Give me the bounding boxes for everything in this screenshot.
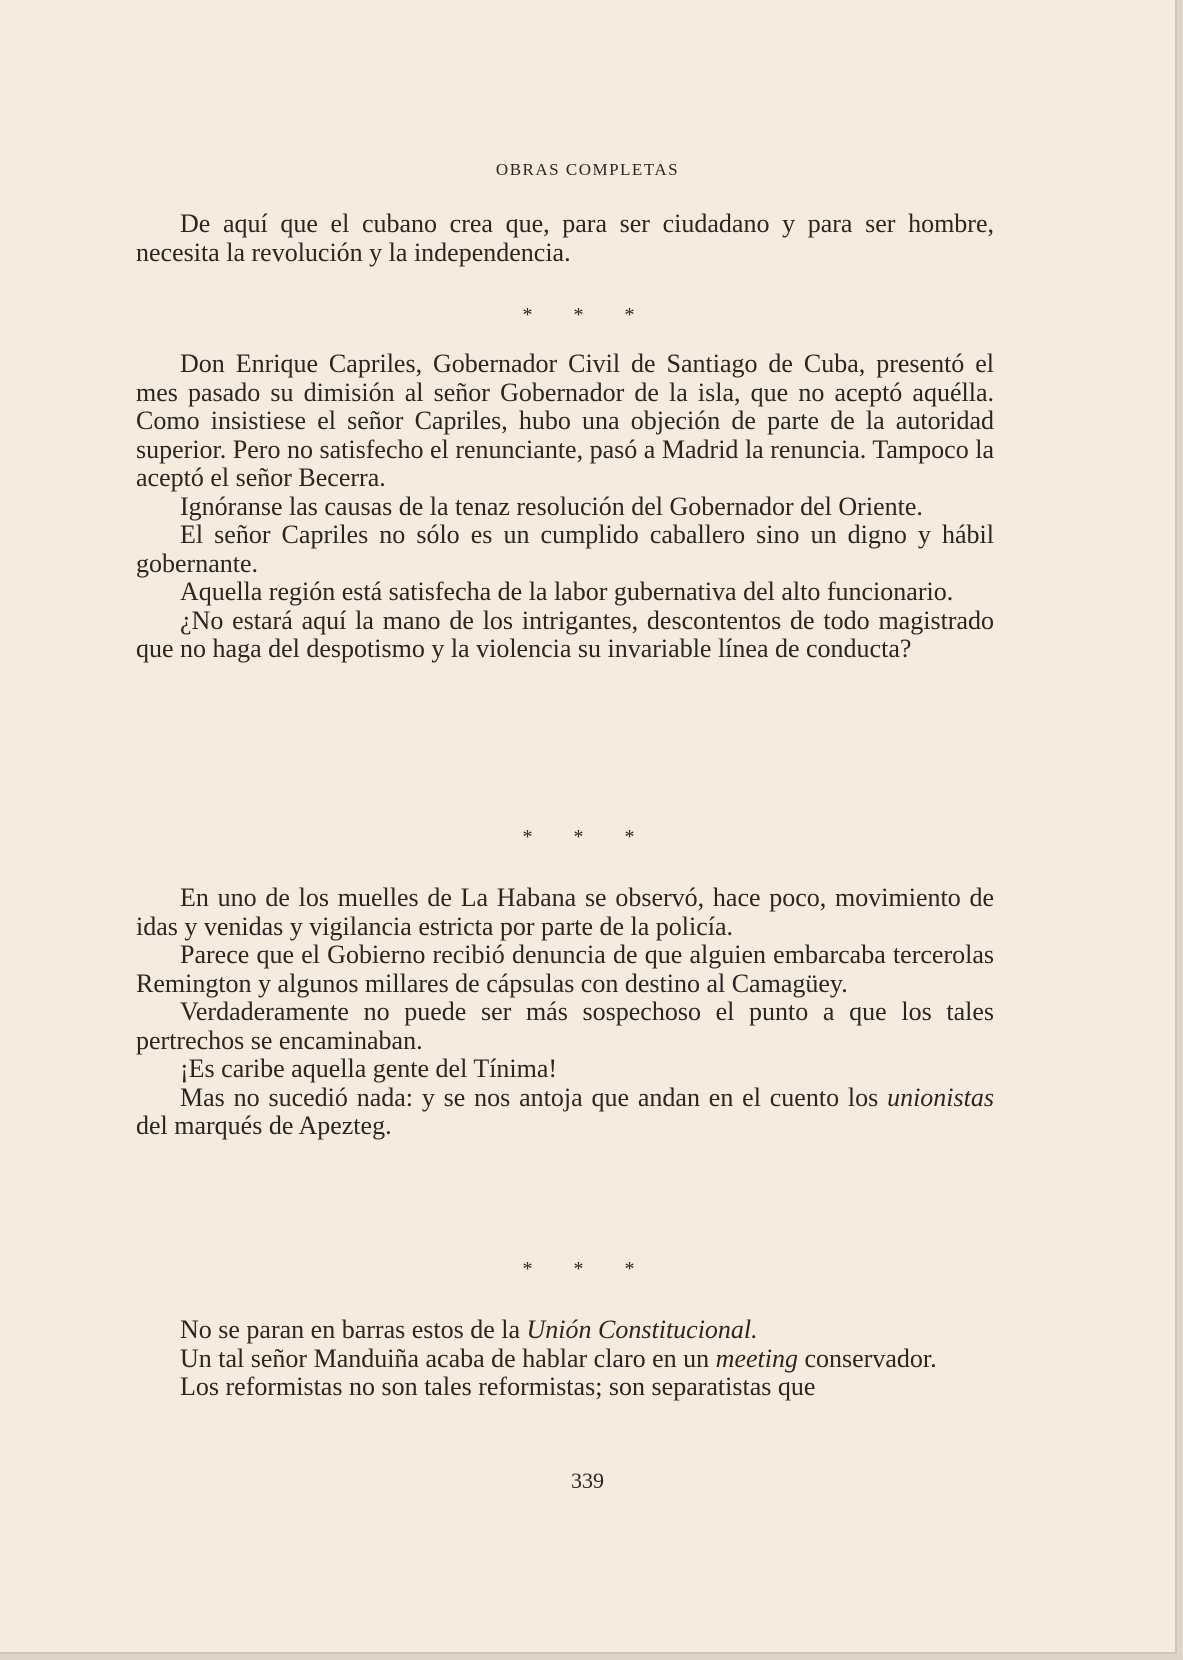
text-run: del marqués de Apezteg.: [136, 1111, 392, 1140]
section-1: [136, 210, 994, 267]
section-separator-1: * * *: [522, 304, 653, 326]
text-run: conservador.: [797, 1343, 937, 1373]
paragraph: Verdaderamente no puede ser más sospechoso el punto a que los tales pertrechos se encaminaban.: [136, 997, 994, 1055]
paragraph: [136, 1316, 994, 1345]
section-separator-2: * * *: [522, 826, 653, 848]
section-2: [136, 350, 994, 664]
section-4: [136, 1316, 994, 1402]
paragraph: [136, 1084, 994, 1141]
paragraph: [136, 1345, 994, 1374]
italic-term: Unión Constitucional.: [526, 1315, 758, 1344]
paragraph: Aquella región está satisfecha de la labor gubernativa del alto funcionario.: [180, 577, 954, 606]
paragraph: Ignóranse las causas de la tenaz resolución del Gobernador del Oriente.: [180, 491, 923, 521]
section-3: [136, 884, 994, 1141]
paragraph: De aquí que el cubano crea que, para ser ciudadano y para ser hombre, necesita la revolución y la independencia.: [136, 209, 994, 267]
paragraph: ¡Es caribe aquella gente del Tínima!: [180, 1054, 558, 1083]
page-number: 339: [571, 1468, 604, 1493]
running-header: OBRAS COMPLETAS: [495, 160, 680, 179]
paragraph: El señor Capriles no sólo es un cumplido caballero sino un digno y hábil gobernante.: [136, 520, 994, 578]
paragraph: Los reformistas no son tales reformistas; son separatistas que: [180, 1372, 816, 1401]
section-separator-3: * * *: [522, 1258, 653, 1280]
text-run: No se paran en barras estos de la: [180, 1315, 527, 1344]
paragraph: ¿No estará aquí la mano de los intrigantes, descontentos de todo magistrado que no haga del despotismo y la violencia su invariable línea de conducta?: [136, 605, 994, 663]
italic-term: meeting: [715, 1343, 798, 1373]
paragraph: Parece que el Gobierno recibió denuncia de que alguien embarcaba tercerolas Remington y algunos millares de cápsulas con destino al Camagüey.: [136, 940, 994, 998]
paragraph: En uno de los muelles de La Habana se observó, hace poco, movimiento de idas y venidas y vigilancia estricta por parte de la policía.: [136, 883, 994, 941]
text-run: Un tal señor Manduiña acaba de hablar claro en un: [180, 1343, 716, 1373]
text-run: Mas no sucedió nada: y se nos antoja que andan en el cuento los: [180, 1082, 888, 1112]
paragraph: Don Enrique Capriles, Gobernador Civil de Santiago de Cuba, presentó el mes pasado su dimisión al señor Gobernador de la isla, que no aceptó aquélla. Como insistiese el señor Capriles, hubo una objeción de parte de la autoridad superior. Pero no satisfecho el renunciante, pasó a Madrid la renuncia. Tampoco la aceptó el señor Becerra.: [136, 349, 994, 492]
italic-term: unionistas: [887, 1082, 994, 1112]
